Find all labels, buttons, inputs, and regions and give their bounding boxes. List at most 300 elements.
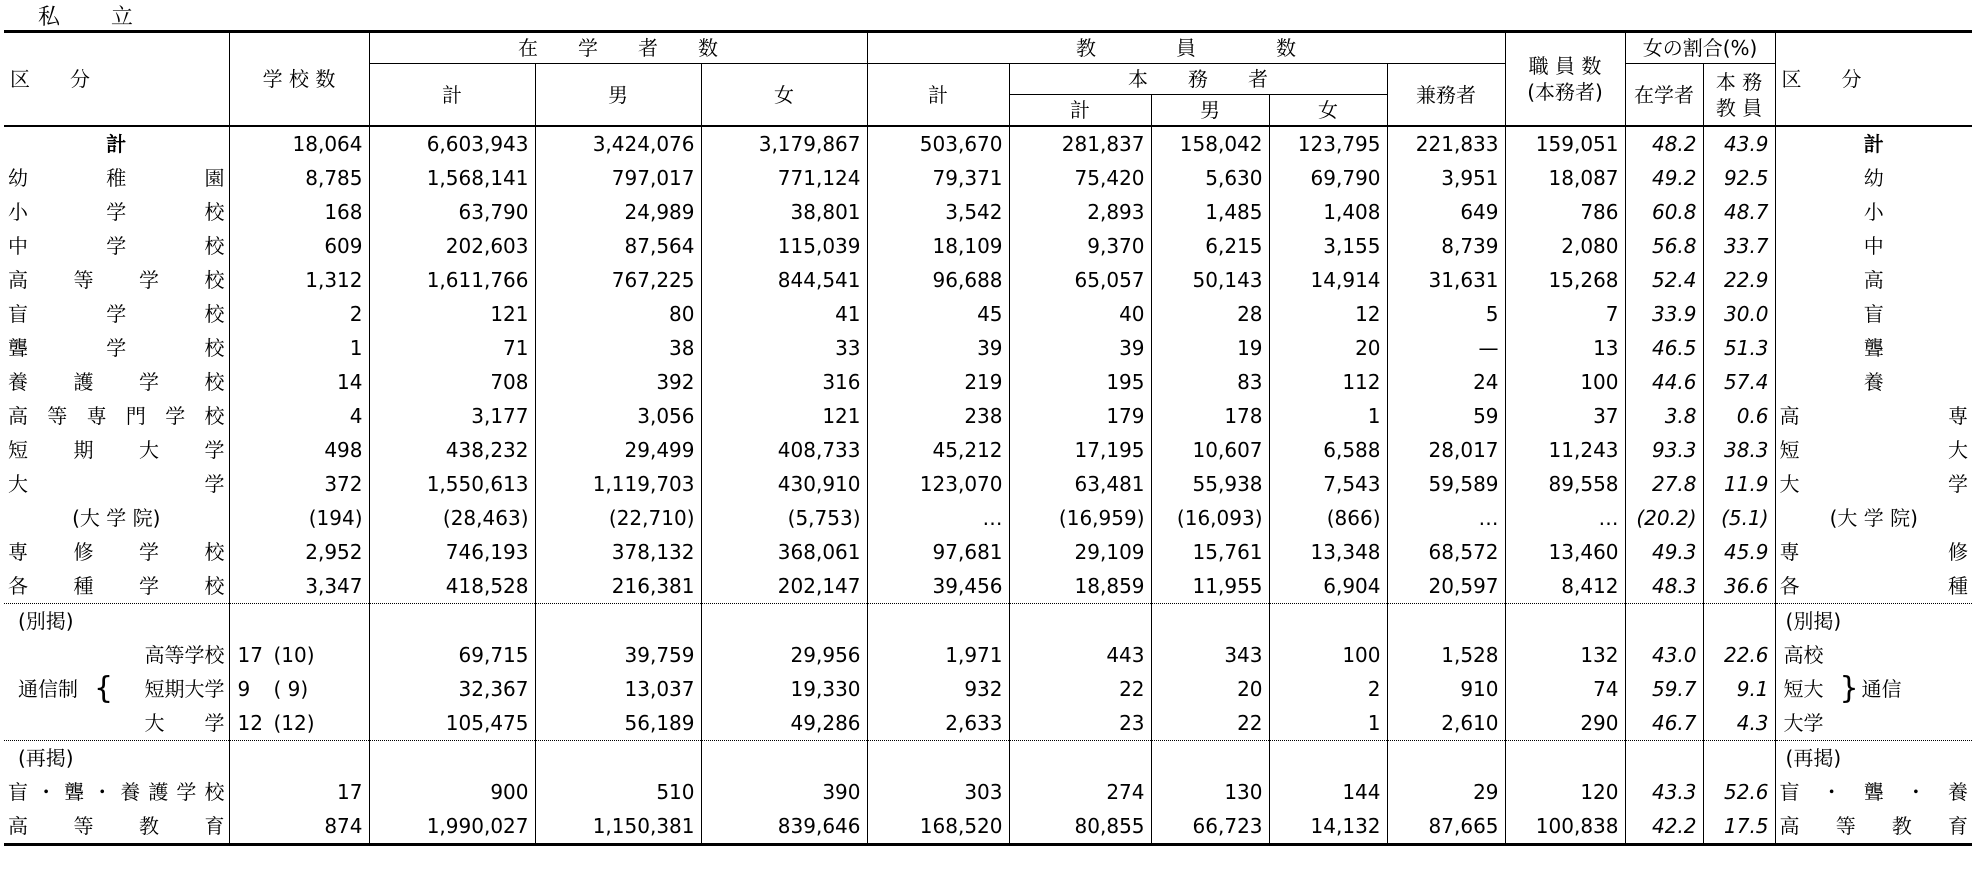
row-label: 幼稚園 bbox=[8, 166, 225, 190]
cell-s-male: 29,499 bbox=[535, 433, 701, 467]
cell-s-total: (28,463) bbox=[369, 501, 535, 535]
cell-s-female: 844,541 bbox=[701, 263, 867, 297]
empty-cell bbox=[1269, 604, 1387, 639]
empty-cell bbox=[369, 604, 535, 639]
cell-f-male: 66,723 bbox=[1151, 809, 1269, 845]
row-label: 小学校 bbox=[8, 200, 225, 224]
schools-count: 9 bbox=[237, 677, 251, 701]
cell-staff: 74 bbox=[1505, 672, 1625, 706]
row-label-right: 大 学 bbox=[1775, 467, 1972, 501]
cell-t-total: 1,971 bbox=[867, 638, 1009, 672]
cell-pct-s: 33.9 bbox=[1625, 297, 1703, 331]
row-label: 大学 bbox=[8, 472, 225, 496]
row-label: 養護学校 bbox=[8, 370, 225, 394]
empty-cell bbox=[1009, 604, 1151, 639]
cell-staff: 100 bbox=[1505, 365, 1625, 399]
row-label-right: 短 大 bbox=[1775, 433, 1972, 467]
schools-count-paren: (12) bbox=[273, 711, 315, 735]
cell-f-female: 123,795 bbox=[1269, 126, 1387, 161]
cell-f-female: 1,408 bbox=[1269, 195, 1387, 229]
row-label-right bbox=[1775, 706, 1972, 741]
cell-pct-t: 92.5 bbox=[1703, 161, 1775, 195]
cell-s-female: 41 bbox=[701, 297, 867, 331]
cell-part: 2,610 bbox=[1387, 706, 1505, 741]
cell-staff: 89,558 bbox=[1505, 467, 1625, 501]
row-label bbox=[4, 638, 229, 672]
header-teachers-total: 計 bbox=[867, 64, 1009, 127]
cell-schools: 1,312 bbox=[229, 263, 369, 297]
empty-cell bbox=[1703, 741, 1775, 776]
cell-f-total: 2,893 bbox=[1009, 195, 1151, 229]
cell-part: 87,665 bbox=[1387, 809, 1505, 845]
cell-f-female: 144 bbox=[1269, 775, 1387, 809]
cell-f-male: 10,607 bbox=[1151, 433, 1269, 467]
cell-f-male: 158,042 bbox=[1151, 126, 1269, 161]
cell-t-total: 45,212 bbox=[867, 433, 1009, 467]
cell-s-female: 430,910 bbox=[701, 467, 867, 501]
empty-cell bbox=[1387, 604, 1505, 639]
table-body-betsukei bbox=[4, 604, 1972, 741]
cell-pct-t: 22.6 bbox=[1703, 638, 1775, 672]
table-row bbox=[4, 161, 1972, 195]
table-header bbox=[4, 32, 1972, 127]
cell-s-female: 38,801 bbox=[701, 195, 867, 229]
cell-s-female: 368,061 bbox=[701, 535, 867, 569]
cell-schools bbox=[229, 672, 369, 706]
empty-cell bbox=[535, 741, 701, 776]
cell-s-total: 900 bbox=[369, 775, 535, 809]
cell-f-female: (866) bbox=[1269, 501, 1387, 535]
cell-f-female: 6,904 bbox=[1269, 569, 1387, 604]
cell-pct-s: (20.2) bbox=[1625, 501, 1703, 535]
table-row bbox=[4, 467, 1972, 501]
cell-s-male: 767,225 bbox=[535, 263, 701, 297]
cell-staff: 2,080 bbox=[1505, 229, 1625, 263]
cell-s-total: 1,990,027 bbox=[369, 809, 535, 845]
cell-f-male: 11,955 bbox=[1151, 569, 1269, 604]
row-label-right-text: 大学 bbox=[1783, 711, 1824, 735]
cell-f-total: 195 bbox=[1009, 365, 1151, 399]
cell-t-total: 503,670 bbox=[867, 126, 1009, 161]
cell-staff: 13 bbox=[1505, 331, 1625, 365]
cell-t-total: 303 bbox=[867, 775, 1009, 809]
cell-s-male: 80 bbox=[535, 297, 701, 331]
cell-t-total: 39,456 bbox=[867, 569, 1009, 604]
cell-s-male: 87,564 bbox=[535, 229, 701, 263]
cell-schools: 4 bbox=[229, 399, 369, 433]
row-label-right: 高 等 教 育 bbox=[1775, 809, 1972, 845]
cell-pct-s: 46.7 bbox=[1625, 706, 1703, 741]
cell-f-male: 22 bbox=[1151, 706, 1269, 741]
row-label: 専修学校 bbox=[8, 540, 225, 564]
cell-s-male: 1,119,703 bbox=[535, 467, 701, 501]
cell-f-female: 1 bbox=[1269, 706, 1387, 741]
cell-pct-s: 52.4 bbox=[1625, 263, 1703, 297]
cell-t-total: 932 bbox=[867, 672, 1009, 706]
empty-cell bbox=[1703, 604, 1775, 639]
cell-staff: 7 bbox=[1505, 297, 1625, 331]
cell-f-male: 1,485 bbox=[1151, 195, 1269, 229]
empty-cell bbox=[1151, 604, 1269, 639]
cell-f-total: 80,855 bbox=[1009, 809, 1151, 845]
cell-f-female: 1 bbox=[1269, 399, 1387, 433]
cell-s-total: 438,232 bbox=[369, 433, 535, 467]
empty-cell bbox=[229, 604, 369, 639]
cell-s-total: 63,790 bbox=[369, 195, 535, 229]
empty-cell bbox=[1625, 741, 1703, 776]
group-label-tsushin: 通信 bbox=[1861, 677, 1902, 701]
cell-t-total: 96,688 bbox=[867, 263, 1009, 297]
cell-f-female: 112 bbox=[1269, 365, 1387, 399]
row-label: (大 学 院) bbox=[72, 506, 161, 530]
header-fulltime: 本 務 者 bbox=[1009, 64, 1387, 95]
row-label-right: 養 bbox=[1775, 365, 1972, 399]
cell-f-total: 17,195 bbox=[1009, 433, 1151, 467]
row-label-right: 盲 bbox=[1775, 297, 1972, 331]
cell-s-female: 839,646 bbox=[701, 809, 867, 845]
cell-staff: 37 bbox=[1505, 399, 1625, 433]
cell-s-female: 3,179,867 bbox=[701, 126, 867, 161]
cell-staff: 290 bbox=[1505, 706, 1625, 741]
empty-cell bbox=[1009, 741, 1151, 776]
cell-pct-s: 60.8 bbox=[1625, 195, 1703, 229]
cell-pct-t: 51.3 bbox=[1703, 331, 1775, 365]
cell-staff: 11,243 bbox=[1505, 433, 1625, 467]
cell-s-total: 6,603,943 bbox=[369, 126, 535, 161]
cell-pct-s: 44.6 bbox=[1625, 365, 1703, 399]
brace-right-icon: } bbox=[1839, 672, 1859, 706]
header-female-ratio: 女の割合(%) bbox=[1625, 32, 1775, 64]
cell-f-male: 130 bbox=[1151, 775, 1269, 809]
cell-s-total: 202,603 bbox=[369, 229, 535, 263]
cell-f-total: 75,420 bbox=[1009, 161, 1151, 195]
cell-s-female: 316 bbox=[701, 365, 867, 399]
cell-schools: 498 bbox=[229, 433, 369, 467]
row-label-right: 専 修 bbox=[1775, 535, 1972, 569]
row-label: 盲学校 bbox=[8, 302, 225, 326]
cell-t-total: 45 bbox=[867, 297, 1009, 331]
cell-staff: 120 bbox=[1505, 775, 1625, 809]
cell-f-male: 343 bbox=[1151, 638, 1269, 672]
cell-pct-t: 57.4 bbox=[1703, 365, 1775, 399]
cell-t-total: 168,520 bbox=[867, 809, 1009, 845]
cell-staff: … bbox=[1505, 501, 1625, 535]
cell-f-total: 443 bbox=[1009, 638, 1151, 672]
group-label-tsushinsei: 通信制 bbox=[18, 677, 78, 701]
cell-f-total: 9,370 bbox=[1009, 229, 1151, 263]
cell-staff: 15,268 bbox=[1505, 263, 1625, 297]
cell-f-female: 2 bbox=[1269, 672, 1387, 706]
row-label-text: 高等学校 bbox=[144, 643, 225, 667]
table-body-saikei bbox=[4, 741, 1972, 845]
cell-pct-s: 48.2 bbox=[1625, 126, 1703, 161]
table-row bbox=[4, 297, 1972, 331]
cell-f-male: 6,215 bbox=[1151, 229, 1269, 263]
row-label-right: 聾 bbox=[1775, 331, 1972, 365]
cell-part: 20,597 bbox=[1387, 569, 1505, 604]
header-students-total: 計 bbox=[369, 64, 535, 127]
row-label-right: 幼 bbox=[1775, 161, 1972, 195]
table-row bbox=[4, 399, 1972, 433]
cell-pct-s: 46.5 bbox=[1625, 331, 1703, 365]
table-row bbox=[4, 126, 1972, 161]
cell-schools: 874 bbox=[229, 809, 369, 845]
cell-pct-s: 43.3 bbox=[1625, 775, 1703, 809]
cell-f-female: 20 bbox=[1269, 331, 1387, 365]
cell-schools: 1 bbox=[229, 331, 369, 365]
header-students-male: 男 bbox=[535, 64, 701, 127]
empty-cell bbox=[1625, 604, 1703, 639]
schools-count: 12 bbox=[237, 711, 263, 735]
table-row bbox=[4, 535, 1972, 569]
cell-s-female: 408,733 bbox=[701, 433, 867, 467]
cell-f-total: 179 bbox=[1009, 399, 1151, 433]
cell-s-female: 771,124 bbox=[701, 161, 867, 195]
row-label-right: 中 bbox=[1775, 229, 1972, 263]
section-label-betsukei: (別掲) bbox=[4, 604, 229, 639]
row-label-right-text: 高校 bbox=[1783, 643, 1824, 667]
cell-f-total: 65,057 bbox=[1009, 263, 1151, 297]
cell-pct-t: 22.9 bbox=[1703, 263, 1775, 297]
schools-count-paren: ( 9) bbox=[273, 677, 309, 701]
empty-cell bbox=[1387, 741, 1505, 776]
cell-s-female: 390 bbox=[701, 775, 867, 809]
cell-f-female: 13,348 bbox=[1269, 535, 1387, 569]
cell-schools: 609 bbox=[229, 229, 369, 263]
table-row bbox=[4, 331, 1972, 365]
cell-part: 31,631 bbox=[1387, 263, 1505, 297]
table-row bbox=[4, 433, 1972, 467]
cell-schools: 18,064 bbox=[229, 126, 369, 161]
cell-s-male: 24,989 bbox=[535, 195, 701, 229]
cell-f-total: 29,109 bbox=[1009, 535, 1151, 569]
cell-part: 221,833 bbox=[1387, 126, 1505, 161]
cell-part: 910 bbox=[1387, 672, 1505, 706]
cell-f-total: 39 bbox=[1009, 331, 1151, 365]
cell-staff: 132 bbox=[1505, 638, 1625, 672]
cell-pct-s: 56.8 bbox=[1625, 229, 1703, 263]
row-label-right: 計 bbox=[1775, 126, 1972, 161]
table-row bbox=[4, 638, 1972, 672]
section-label-betsukei-right: (別掲) bbox=[1775, 604, 1972, 639]
section-header-row bbox=[4, 604, 1972, 639]
cell-s-female: 33 bbox=[701, 331, 867, 365]
cell-f-female: 14,914 bbox=[1269, 263, 1387, 297]
cell-f-male: 28 bbox=[1151, 297, 1269, 331]
brace-left-icon: { bbox=[94, 672, 114, 706]
row-label-right: (大 学 院) bbox=[1775, 501, 1972, 535]
empty-cell bbox=[369, 741, 535, 776]
table-row bbox=[4, 775, 1972, 809]
cell-s-total: 71 bbox=[369, 331, 535, 365]
cell-s-total: 746,193 bbox=[369, 535, 535, 569]
cell-pct-s: 27.8 bbox=[1625, 467, 1703, 501]
row-label-right: 各 種 bbox=[1775, 569, 1972, 604]
cell-f-female: 14,132 bbox=[1269, 809, 1387, 845]
cell-schools: 372 bbox=[229, 467, 369, 501]
cell-pct-t: (5.1) bbox=[1703, 501, 1775, 535]
row-label: 各種学校 bbox=[8, 574, 225, 598]
cell-s-male: 3,424,076 bbox=[535, 126, 701, 161]
cell-pct-t: 43.9 bbox=[1703, 126, 1775, 161]
cell-part: 649 bbox=[1387, 195, 1505, 229]
header-students: 在 学 者 数 bbox=[369, 32, 867, 64]
row-label: 高等専門学校 bbox=[8, 404, 225, 428]
cell-s-male: 1,150,381 bbox=[535, 809, 701, 845]
table-row bbox=[4, 365, 1972, 399]
row-label-right bbox=[1775, 672, 1972, 706]
cell-pct-s: 43.0 bbox=[1625, 638, 1703, 672]
empty-cell bbox=[1505, 741, 1625, 776]
cell-s-male: 39,759 bbox=[535, 638, 701, 672]
cell-f-female: 3,155 bbox=[1269, 229, 1387, 263]
cell-pct-t: 0.6 bbox=[1703, 399, 1775, 433]
header-fulltime-female: 女 bbox=[1269, 95, 1387, 127]
cell-staff: 8,412 bbox=[1505, 569, 1625, 604]
cell-s-male: 56,189 bbox=[535, 706, 701, 741]
cell-f-total: 281,837 bbox=[1009, 126, 1151, 161]
cell-f-male: 83 bbox=[1151, 365, 1269, 399]
cell-t-total: 2,633 bbox=[867, 706, 1009, 741]
cell-s-total: 1,550,613 bbox=[369, 467, 535, 501]
cell-part: 24 bbox=[1387, 365, 1505, 399]
empty-cell bbox=[1269, 741, 1387, 776]
schools-count: 17 bbox=[237, 643, 263, 667]
cell-pct-t: 48.7 bbox=[1703, 195, 1775, 229]
cell-s-total: 121 bbox=[369, 297, 535, 331]
cell-pct-t: 45.9 bbox=[1703, 535, 1775, 569]
cell-t-total: 219 bbox=[867, 365, 1009, 399]
empty-cell bbox=[867, 741, 1009, 776]
cell-s-total: 32,367 bbox=[369, 672, 535, 706]
cell-s-male: 216,381 bbox=[535, 569, 701, 604]
cell-s-female: 202,147 bbox=[701, 569, 867, 604]
cell-pct-s: 48.3 bbox=[1625, 569, 1703, 604]
cell-part: 59,589 bbox=[1387, 467, 1505, 501]
table-caption: 私 立 bbox=[38, 5, 155, 30]
cell-f-total: 23 bbox=[1009, 706, 1151, 741]
header-kubun: 区 分 bbox=[4, 32, 229, 127]
table-row bbox=[4, 672, 1972, 706]
header-teachers: 教 員 数 bbox=[867, 32, 1505, 64]
header-students-female: 女 bbox=[701, 64, 867, 127]
cell-f-total: 274 bbox=[1009, 775, 1151, 809]
header-staff: 職 員 数 (本務者) bbox=[1505, 32, 1625, 127]
row-label-right-text: 短大 bbox=[1783, 677, 1824, 701]
cell-t-total: 18,109 bbox=[867, 229, 1009, 263]
cell-f-female: 12 bbox=[1269, 297, 1387, 331]
schools-count-paren: (10) bbox=[273, 643, 315, 667]
cell-staff: 786 bbox=[1505, 195, 1625, 229]
section-label-saikei: (再掲) bbox=[4, 741, 229, 776]
cell-s-male: 392 bbox=[535, 365, 701, 399]
cell-part: 3,951 bbox=[1387, 161, 1505, 195]
header-kubun-right: 区 分 bbox=[1775, 32, 1972, 127]
cell-s-female: 19,330 bbox=[701, 672, 867, 706]
row-label bbox=[4, 672, 229, 706]
header-pct-students: 在学者 bbox=[1625, 64, 1703, 127]
row-label: 聾学校 bbox=[8, 336, 225, 360]
cell-part: … bbox=[1387, 501, 1505, 535]
cell-f-male: 19 bbox=[1151, 331, 1269, 365]
row-label-text: 短期大学 bbox=[144, 677, 225, 701]
row-label-right: 高 専 bbox=[1775, 399, 1972, 433]
cell-s-total: 1,568,141 bbox=[369, 161, 535, 195]
row-label bbox=[4, 706, 229, 741]
cell-schools: 14 bbox=[229, 365, 369, 399]
cell-pct-t: 33.7 bbox=[1703, 229, 1775, 263]
cell-part: 28,017 bbox=[1387, 433, 1505, 467]
empty-cell bbox=[1505, 604, 1625, 639]
cell-staff: 159,051 bbox=[1505, 126, 1625, 161]
empty-cell bbox=[229, 741, 369, 776]
cell-f-total: 18,859 bbox=[1009, 569, 1151, 604]
table-row bbox=[4, 569, 1972, 604]
row-label-right bbox=[1775, 638, 1972, 672]
cell-f-female: 7,543 bbox=[1269, 467, 1387, 501]
cell-f-male: 15,761 bbox=[1151, 535, 1269, 569]
cell-s-total: 3,177 bbox=[369, 399, 535, 433]
cell-schools: 2,952 bbox=[229, 535, 369, 569]
cell-s-female: 115,039 bbox=[701, 229, 867, 263]
cell-part: 29 bbox=[1387, 775, 1505, 809]
cell-t-total: 79,371 bbox=[867, 161, 1009, 195]
cell-schools bbox=[229, 706, 369, 741]
empty-cell bbox=[701, 604, 867, 639]
cell-s-male: 3,056 bbox=[535, 399, 701, 433]
table-row bbox=[4, 501, 1972, 535]
cell-s-male: 797,017 bbox=[535, 161, 701, 195]
cell-t-total: 123,070 bbox=[867, 467, 1009, 501]
cell-schools bbox=[229, 638, 369, 672]
cell-schools: 168 bbox=[229, 195, 369, 229]
row-label: 高等教育 bbox=[4, 809, 229, 845]
cell-f-female: 100 bbox=[1269, 638, 1387, 672]
cell-f-male: 50,143 bbox=[1151, 263, 1269, 297]
row-label: 計 bbox=[4, 126, 229, 161]
row-label-right: 小 bbox=[1775, 195, 1972, 229]
cell-staff: 100,838 bbox=[1505, 809, 1625, 845]
table-row bbox=[4, 706, 1972, 741]
cell-s-female: 29,956 bbox=[701, 638, 867, 672]
row-label: 高等学校 bbox=[8, 268, 225, 292]
cell-s-male: 13,037 bbox=[535, 672, 701, 706]
cell-s-total: 105,475 bbox=[369, 706, 535, 741]
cell-f-male: 20 bbox=[1151, 672, 1269, 706]
row-label: 盲・聾・養護学校 bbox=[8, 780, 225, 804]
header-schools: 学 校 数 bbox=[229, 32, 369, 127]
cell-pct-s: 59.7 bbox=[1625, 672, 1703, 706]
cell-schools: (194) bbox=[229, 501, 369, 535]
cell-part: 68,572 bbox=[1387, 535, 1505, 569]
cell-t-total: 39 bbox=[867, 331, 1009, 365]
table-row bbox=[4, 263, 1972, 297]
table-row bbox=[4, 229, 1972, 263]
cell-s-female: 49,286 bbox=[701, 706, 867, 741]
statistics-table bbox=[4, 30, 1972, 846]
header-fulltime-total: 計 bbox=[1009, 95, 1151, 127]
table-row bbox=[4, 195, 1972, 229]
cell-s-female: (5,753) bbox=[701, 501, 867, 535]
cell-schools: 17 bbox=[229, 775, 369, 809]
cell-f-female: 69,790 bbox=[1269, 161, 1387, 195]
empty-cell bbox=[535, 604, 701, 639]
cell-pct-t: 36.6 bbox=[1703, 569, 1775, 604]
cell-part: 8,739 bbox=[1387, 229, 1505, 263]
cell-s-male: 38 bbox=[535, 331, 701, 365]
header-parttime: 兼務者 bbox=[1387, 64, 1505, 127]
cell-pct-t: 52.6 bbox=[1703, 775, 1775, 809]
